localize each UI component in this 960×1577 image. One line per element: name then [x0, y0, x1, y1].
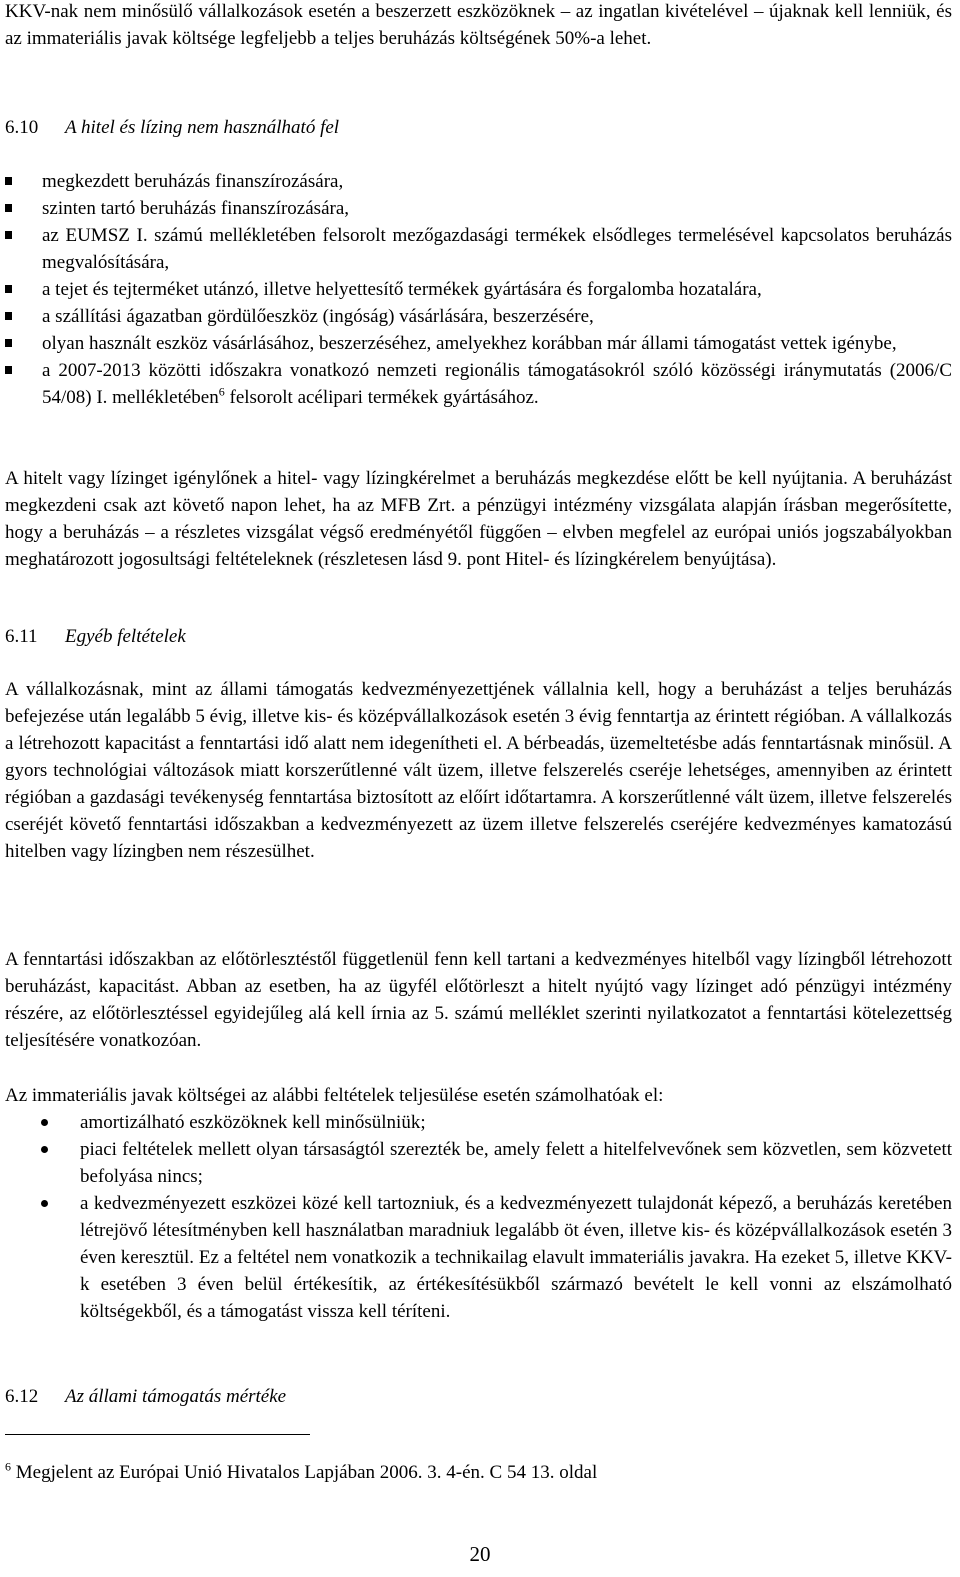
- list-item: a kedvezményezett eszközei közé kell tartozniuk, és a kedvezményezett tulajdonát képező, a beruházás keretében létrejövő létesítményben kell használatban maradniuk legalább öt éven, illetve kis- és középvállalkozások esetén 3 éven keresztül. Ez a feltétel nem vonatkozik a technikailag elavult immateriális javakra. Ha ezeket 5, illetve KKV-k esetében 3 éven belül értékesítik, az értékesítésükből származó bevételt le kell vonni az elszámolható költségekből, és a támogatást vissza kell téríteni.: [5, 1190, 952, 1325]
- round-bullet-icon: [41, 1146, 48, 1153]
- round-bullet-icon: [41, 1119, 48, 1126]
- maintenance-paragraph: A vállalkozásnak, mint az állami támogatás kedvezményezettjének vállalnia kell, hogy a beruházást a teljes beruházás befejezése után legalább 5 évig, illetve kis- és középvállalkozások esetén 3 évig fenntartja az érintett régióban. A vállalkozás a létrehozott kapacitást a fenntartási idő alatt nem idegenítheti el. A bérbeadás, üzemeltetésbe adás fenntartásnak minősül. A gyors technológiai változások miatt korszerűtlenné vált üzem, illetve felszerelés cseréje lehetséges, amennyiben az érintett régióban a gazdasági tevékenység fenntartása biztosított az előírt időtartamra. A korszerűtlenné vált üzem, illetve felszerelés cseréjét követő fenntartási időszakban a kedvezményezett az üzem illetve felszerelés cseréjére kedvezményes kamatozású hitelben vagy lízingben nem részesülhet.: [5, 679, 952, 862]
- intangible-assets-paragraph: Az immateriális javak költségei az alábbi feltételek teljesülése esetén számolhatóak el:: [5, 1085, 664, 1106]
- square-bullet-icon: [5, 366, 12, 374]
- intangible-conditions-list: [5, 1109, 952, 1325]
- footnote-text: Megjelent az Európai Unió Hivatalos Lapjában 2006. 3. 4-én. C 54 13. oldal: [11, 1462, 598, 1483]
- square-bullet-icon: [5, 339, 12, 347]
- section-6-10-heading: [5, 114, 339, 141]
- list-item: az EUMSZ I. számú mellékletében felsorolt mezőgazdasági termékek elsődleges termelésével kapcsolatos beruházás megvalósítására,: [5, 222, 952, 276]
- footnote-divider: [5, 1434, 310, 1435]
- round-bullet-icon: [41, 1200, 48, 1207]
- section-6-12-heading: [5, 1383, 286, 1410]
- list-item: piaci feltételek mellett olyan társaságtól szerezték be, amely felett a hitelfelvevőnek sem közvetlen, sem közvetett befolyása nincs;: [5, 1136, 952, 1190]
- list-item: megkezdett beruházás finanszírozására,: [5, 168, 952, 195]
- page-number: 20: [469, 1542, 491, 1566]
- exclusion-list: [5, 168, 952, 411]
- list-item: a tejet és tejterméket utánzó, illetve helyettesítő termékek gyártására és forgalomba hozatalára,: [5, 276, 952, 303]
- footnote-ref: 6: [218, 384, 225, 399]
- section-number: 6.12: [5, 1386, 39, 1407]
- section-number: 6.10: [5, 117, 39, 138]
- section-number: 6.11: [5, 626, 38, 647]
- list-item: szinten tartó beruházás finanszírozására,: [5, 195, 952, 222]
- prepayment-paragraph: A fenntartási időszakban az előtörlesztéstől függetlenül fenn kell tartani a kedvezményes hitelből vagy lízingből létrehozott beruházást, kapacitást. Abban az esetben, ha az ügyfél előtörleszt a hitelt nyújtó vagy lízinget adó pénzügyi intézmény részére, az előtörlesztéssel egyidejűleg alá kell írnia az 5. számú melléklet szerinti nyilatkozatot a fenntartási kötelezettség teljesítésére vonatkozóan.: [5, 949, 952, 1051]
- intro-paragraph: KKV-nak nem minősülő vállalkozások esetén a beszerzett eszközöknek – az ingatlan kivételével – újaknak kell lenniük, és az immateriális javak költsége legfeljebb a teljes beruházás költségének 50%-a lehet.: [5, 1, 952, 49]
- list-item: a szállítási ágazatban gördülőeszköz (ingóság) vásárlására, beszerzésére,: [5, 303, 952, 330]
- square-bullet-icon: [5, 231, 12, 239]
- list-item: amortizálható eszközöknek kell minősülniük;: [5, 1109, 952, 1136]
- section-title: A hitel és lízing nem használható fel: [65, 117, 340, 138]
- section-title: Az állami támogatás mértéke: [65, 1386, 287, 1407]
- list-item: a 2007-2013 közötti időszakra vonatkozó nemzeti regionális támogatásokról szóló közösségi iránymutatás (2006/C 54/08) I. mellékletében$^6$ felsorolt acélipari termékek gyártásához.: [5, 357, 952, 411]
- square-bullet-icon: [5, 285, 12, 293]
- loan-application-paragraph: A hitelt vagy lízinget igénylőnek a hitel- vagy lízingkérelmet a beruházás megkezdése előtt be kell nyújtania. A beruházást megkezdeni csak azt követő napon lehet, ha az MFB Zrt. a pénzügyi intézmény vizsgálata alapján írásban megerősítette, hogy a beruházás – a részletes vizsgálat végső eredményétől függően – elvben megfelel az európai uniós jogszabályokban meghatározott jogosultsági feltételeknek (részletesen lásd 9. pont Hitel- és lízingkérelem benyújtása).: [5, 468, 952, 570]
- section-6-11-heading: [5, 623, 186, 650]
- square-bullet-icon: [5, 312, 12, 320]
- footnote: [5, 1459, 597, 1486]
- square-bullet-icon: [5, 177, 12, 185]
- list-item: olyan használt eszköz vásárlásához, beszerzéséhez, amelyekhez korábban már állami támogatást vettek igénybe,: [5, 330, 952, 357]
- footnote-marker: 6: [5, 1459, 11, 1474]
- square-bullet-icon: [5, 204, 12, 212]
- section-title: Egyéb feltételek: [65, 626, 186, 647]
